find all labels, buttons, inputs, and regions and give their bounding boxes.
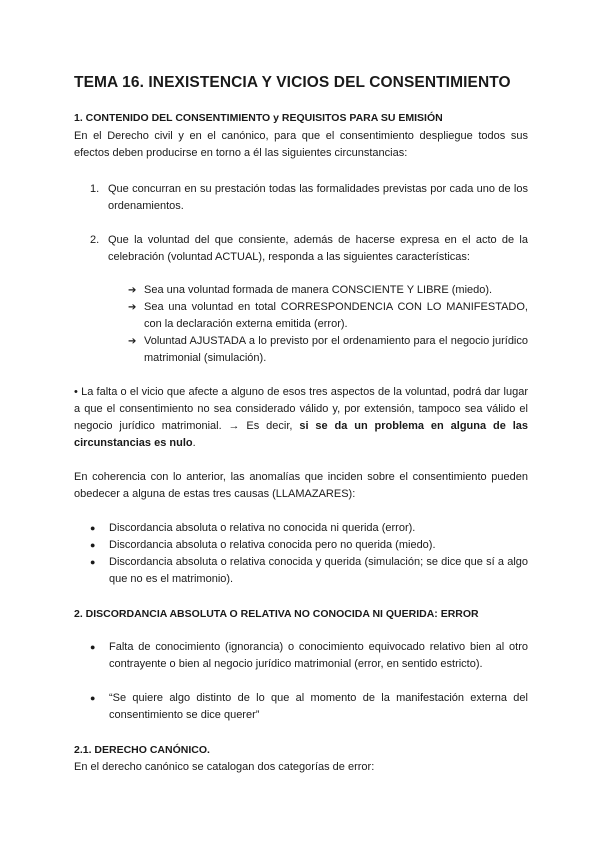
item-number: 2. [90,234,100,246]
bullet-icon: ● [90,693,96,703]
arrow-right-icon: ➔ [128,302,137,313]
falta-paragraph [74,384,528,452]
numbered-item-2 [90,232,544,266]
bullet-item [90,554,528,588]
section-1-heading: 1. CONTENIDO DEL CONSENTIMIENTO y REQUISITOS PARA SU EMISIÓN [74,112,443,124]
item-text: Que concurran en su prestación todas las formalidades previstas por cada uno de los ordenamientos. [108,183,528,212]
bullet-item [90,690,528,724]
arrow-item-text: Sea una voluntad formada de manera CONSCIENTE Y LIBRE (miedo). [144,284,493,296]
bullet-text: Falta de conocimiento (ignorancia) o conocimiento equivocado relativo bien al otro contrayente o bien al negocio jurídico matrimonial (error, en sentido estricto). [109,641,528,670]
subsection-2-1-heading: 2.1. DERECHO CANÓNICO. [74,744,210,756]
arrow-right-icon: ➔ [128,285,137,296]
bullet-icon: ● [90,557,96,567]
item-text: Que la voluntad del que consiente, además de hacerse expresa en el acto de la celebración (voluntad ACTUAL), responda a las siguientes características: [108,234,528,263]
bullet-text: Discordancia absoluta o relativa conocida y querida (simulación; se dice que sí a algo que no es el matrimonio). [109,556,528,585]
falta-emphasis: si se da un problema en alguna de las circunstancias es nulo [74,420,528,449]
numbered-item-1 [90,181,544,215]
item-number: 1. [90,183,100,195]
bullet-text: “Se quiere algo distinto de lo que al momento de la manifestación externa del consentimiento se dice querer” [109,692,528,721]
bullet-icon: ● [90,540,96,550]
subsection-2-1-intro: En el derecho canónico se catalogan dos categorías de error: [74,761,375,773]
arrow-item [128,282,528,299]
arrow-right-icon: ➔ [128,336,137,347]
section-1-intro: En el Derecho civil y en el canónico, para que el consentimiento despliegue todos sus efectos deben producirse en torno a él las siguientes circunstancias: [74,130,528,159]
bullet-text: Discordancia absoluta o relativa no conocida ni querida (error). [109,522,416,534]
section-2-heading: 2. DISCORDANCIA ABSOLUTA O RELATIVA NO CONOCIDA NI QUERIDA: ERROR [74,608,479,620]
bullet-icon: ● [90,642,96,652]
coherencia-paragraph: En coherencia con lo anterior, las anomalías que inciden sobre el consentimiento pueden obedecer a alguna de estas tres causas (LLAMAZARES): [74,471,528,500]
arrow-item-text: Voluntad AJUSTADA a lo previsto por el ordenamiento para el negocio jurídico matrimonial (simulación). [144,335,528,364]
falta-text: • La falta o el vicio que afecte a alguno de esos tres aspectos de la voluntad, podrá dar lugar a que el consentimiento no sea considerado válido y, por extensión, tampoco sea válido el negocio jurídico matrimonial. → Es decir, [74,386,528,432]
page-title: TEMA 16. INEXISTENCIA Y VICIOS DEL CONSENTIMIENTO [74,74,511,91]
bullet-text: Discordancia absoluta o relativa conocida pero no querida (miedo). [109,539,436,551]
arrow-item-text: Sea una voluntad en total CORRESPONDENCIA CON LO MANIFESTADO, con la declaración externa emitida (error). [144,301,528,330]
bullet-item [90,639,528,673]
bullet-item [90,520,528,537]
bullet-item [90,537,528,554]
arrow-item [128,333,528,367]
bullet-icon: ● [90,523,96,533]
falta-end: . [192,437,196,449]
arrow-item [128,299,528,333]
